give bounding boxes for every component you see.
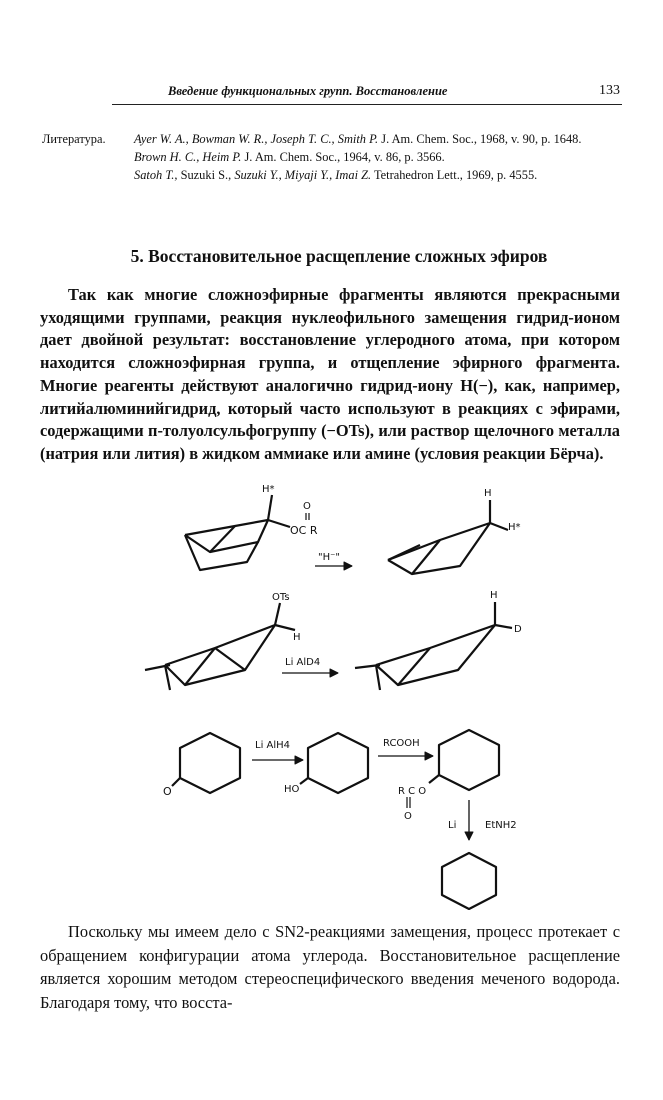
reference-entry: Satoh T., Suzuki S., Suzuki Y., Miyaji Y., Imai Z. Tetrahedron Lett., 1969, p. 4555.: [134, 168, 538, 182]
cyclohexanone-ring: [180, 733, 240, 793]
chair-product-1: [388, 500, 508, 574]
references-label: Литература.: [42, 132, 106, 146]
ester-o-label: O: [404, 811, 412, 822]
section-heading: 5. Восстановительное расщепление сложных эфиров: [130, 246, 548, 266]
reagent-rcooh: RCOOH: [383, 738, 420, 749]
body-paragraph: Так как многие сложноэфирные фрагменты являются прекрасными уходящими группами, реакция нуклеофильного замещения гидрид-ионом дает двойной результат: восстановление углеродного атома, при котором находится сложноэфирная группа, и отщепление эфирного фрагмента. Многие реагенты действуют аналогично гидрид-иону H(−), как, например, литийалюминийгидрид, который часто используют в реакциях с эфирами, содержащими п-толуолсульфогруппу (−OTs), или раствор щелочного металла (натрия или лития) в жидком аммиаке или амине (условия реакции Бёрча).: [40, 285, 620, 463]
chair-tosylate-reactant: [145, 603, 295, 690]
cyclohexanol-ring: [308, 733, 368, 793]
chair-ester-reactant: [185, 495, 290, 570]
carbonyl-o-label: O: [303, 501, 311, 512]
reagent-hydride: "H⁻": [318, 552, 340, 563]
references-block: [42, 130, 632, 184]
reference-entry: Ayer W. A., Bowman W. R., Joseph T. C., Smith P. J. Am. Chem. Soc., 1968, v. 90, p. 1648.: [134, 132, 582, 146]
reference-entry: Brown H. C., Heim P. J. Am. Chem. Soc., 1964, v. 86, p. 3566.: [134, 150, 445, 164]
reagent-lialD4: Li AlD4: [285, 657, 321, 668]
body-paragraph: Поскольку мы имеем дело с SN2-реакциями замещения, процесс протекает с обращением конфигурации атома углерода. Восстановительное расщепление является хорошим методом стереоспецифического введения меченого водорода. Благодаря тому, что восста-: [40, 922, 620, 1012]
reagent-li: Li: [448, 820, 457, 831]
page-number: 133: [599, 83, 620, 98]
product-hstar-label: H*: [508, 522, 521, 533]
reagent-etnh2: EtNH2: [485, 820, 517, 831]
h-star-label: H*: [262, 484, 275, 495]
ester-group-label: R C O: [398, 786, 427, 797]
ketone-o-label: O: [163, 785, 172, 798]
product-h-label: H: [490, 590, 498, 601]
cyclohexane-ring: [442, 853, 496, 909]
product-d-label: D: [514, 624, 522, 635]
product-h-label: H: [484, 488, 492, 499]
alcohol-label: HO: [284, 784, 300, 795]
h-label: H: [293, 632, 301, 643]
running-header: [112, 82, 622, 105]
ots-label: OTs: [272, 592, 290, 603]
reagent-lialh4: Li AlH4: [255, 740, 291, 751]
ester-ring: [439, 730, 499, 790]
ester-label: OC R: [290, 524, 318, 537]
running-title: Введение функциональных групп. Восстановление: [168, 84, 448, 98]
chair-product-2: [355, 602, 512, 690]
reaction-scheme: [0, 470, 663, 910]
